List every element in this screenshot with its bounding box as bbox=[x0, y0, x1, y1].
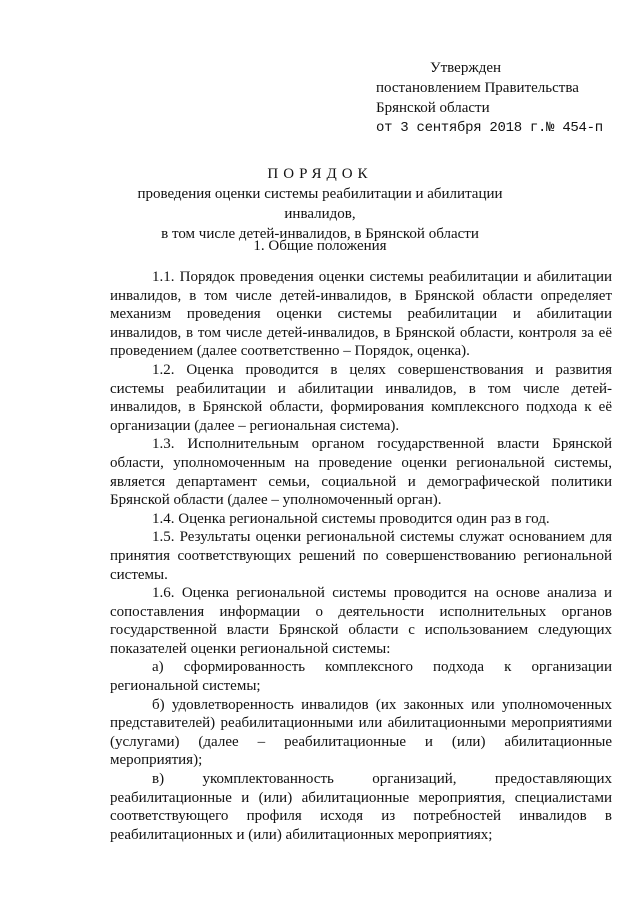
approval-line-decree: постановлением Правительства bbox=[376, 80, 579, 96]
list-item-v: в) укомплектованность организаций, предоставляющих реабилитационные и (или) абилитационные мероприятия, специалистами соответствующего профиля исходя из потребностей инвалидов в реабилитационных и (или) абилитационных мероприятиях; bbox=[110, 771, 612, 843]
approval-line-date-number: от 3 сентября 2018 г.№ 454-п bbox=[376, 120, 603, 136]
paragraph-1-4: 1.4. Оценка региональной системы проводится один раз в год. bbox=[152, 510, 550, 527]
paragraph-1-5: 1.5. Результаты оценки региональной системы служат основанием для принятия соответствующих решений по совершенствованию региональной системы. bbox=[110, 529, 612, 583]
title-subtitle-line-2: в том числе детей-инвалидов, в Брянской области bbox=[161, 226, 479, 242]
list-item-a: а) сформированность комплексного подхода к организации региональной системы; bbox=[110, 659, 612, 695]
approval-line-approved: Утвержден bbox=[430, 60, 502, 76]
document-title bbox=[110, 164, 530, 244]
paragraph-1-1: 1.1. Порядок проведения оценки системы реабилитации и абилитации инвалидов, в том числе детей-инвалидов, в Брянской области определяет механизм проведения оценки системы реабилитации и абилитации инвалидов, в том числе детей-инвалидов, в Брянской области, контроля за её проведением (далее соответственно – Порядок, оценка). bbox=[110, 269, 612, 360]
document-body bbox=[110, 268, 612, 844]
approval-stamp bbox=[376, 58, 626, 138]
title-heading: ПОРЯДОК bbox=[267, 166, 373, 182]
section-heading: 1. Общие положения bbox=[253, 238, 387, 254]
paragraph-1-3: 1.3. Исполнительным органом государственной власти Брянской области, уполномоченным на проведение оценки региональной системы, является департамент семьи, социальной и демографической политики Брянской области (далее – уполномоченный орган). bbox=[110, 436, 612, 509]
list-item-b: б) удовлетворенность инвалидов (их законных или уполномоченных представителей) реабилитационными или абилитационными мероприятиями (услугами) (далее – реабилитационные и (или) абилитационные мероприятия); bbox=[110, 696, 612, 769]
paragraph-1-2: 1.2. Оценка проводится в целях совершенствования и развития системы реабилитации и абилитации инвалидов, в том числе детей-инвалидов, в Брянской области, формирования комплексного подхода к её организации (далее – региональная система). bbox=[110, 361, 612, 434]
title-subtitle-line-1: проведения оценки системы реабилитации и абилитации инвалидов, bbox=[137, 186, 503, 222]
approval-line-region: Брянской области bbox=[376, 100, 490, 116]
paragraph-1-6: 1.6. Оценка региональной системы проводится на основе анализа и сопоставления информации о деятельности исполнительных органов государственной власти Брянской области с использованием следующих показателей оценки региональной системы: bbox=[110, 585, 612, 657]
